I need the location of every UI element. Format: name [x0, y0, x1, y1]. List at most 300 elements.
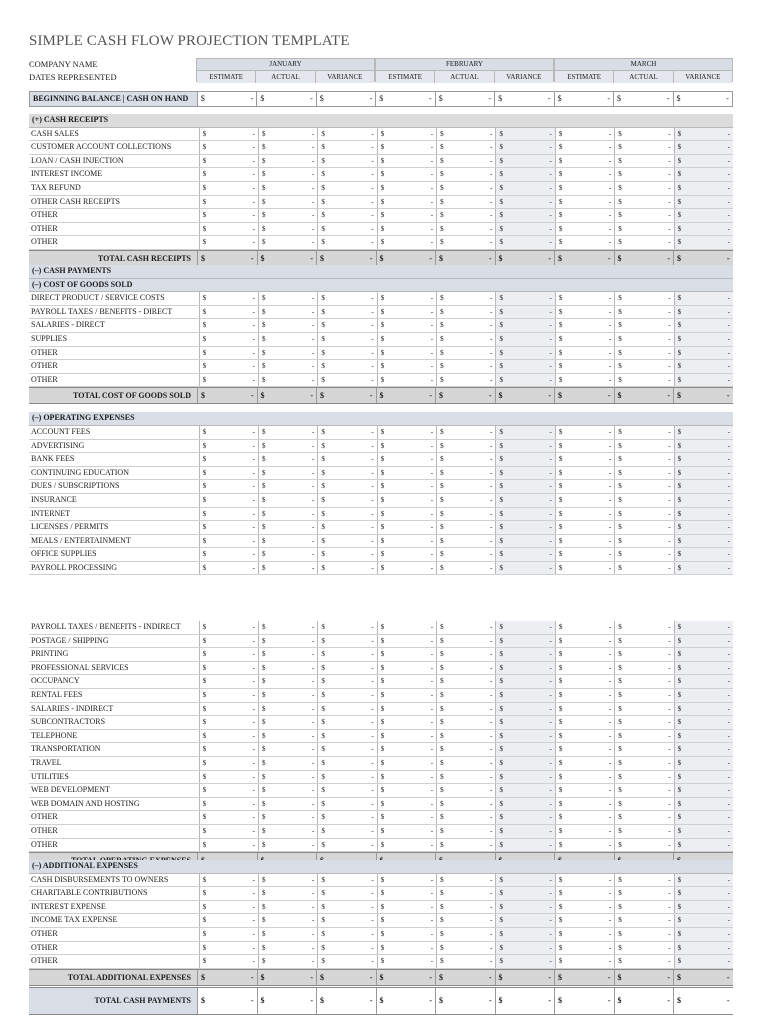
- amount-cell[interactable]: [436, 839, 495, 852]
- amount-cell[interactable]: [555, 508, 614, 521]
- amount-cell[interactable]: [199, 467, 258, 480]
- amount-cell[interactable]: [258, 494, 317, 507]
- amount-cell[interactable]: [495, 621, 554, 634]
- amount-cell[interactable]: [495, 319, 554, 332]
- amount-cell[interactable]: [436, 440, 495, 453]
- amount-cell[interactable]: [317, 182, 376, 195]
- amount-cell[interactable]: [316, 970, 376, 985]
- amount-cell[interactable]: [614, 901, 673, 914]
- amount-cell[interactable]: [674, 306, 733, 319]
- amount-cell[interactable]: [555, 771, 614, 784]
- amount-cell[interactable]: [673, 970, 733, 985]
- amount-cell[interactable]: [258, 168, 317, 181]
- amount-cell[interactable]: [376, 388, 436, 403]
- amount-cell[interactable]: [258, 942, 317, 955]
- amount-cell[interactable]: [614, 970, 674, 985]
- amount-cell[interactable]: [377, 453, 436, 466]
- amount-cell[interactable]: [555, 798, 614, 811]
- amount-cell[interactable]: [199, 771, 258, 784]
- amount-cell[interactable]: [674, 374, 733, 387]
- amount-cell[interactable]: [317, 141, 376, 154]
- amount-cell[interactable]: [199, 703, 258, 716]
- amount-cell[interactable]: [317, 494, 376, 507]
- amount-cell[interactable]: [199, 223, 258, 236]
- amount-cell[interactable]: [199, 825, 258, 838]
- amount-cell[interactable]: [614, 292, 673, 305]
- amount-cell[interactable]: [377, 825, 436, 838]
- amount-cell[interactable]: [317, 914, 376, 927]
- amount-cell[interactable]: [435, 251, 495, 266]
- amount-cell[interactable]: [317, 535, 376, 548]
- amount-cell[interactable]: [495, 494, 554, 507]
- amount-cell[interactable]: [674, 347, 733, 360]
- amount-cell[interactable]: [495, 128, 554, 141]
- amount-cell[interactable]: [674, 480, 733, 493]
- amount-cell[interactable]: [614, 223, 673, 236]
- amount-cell[interactable]: [258, 757, 317, 770]
- amount-cell[interactable]: [436, 662, 495, 675]
- amount-cell[interactable]: [614, 426, 673, 439]
- amount-cell[interactable]: [555, 128, 614, 141]
- amount-cell[interactable]: [614, 839, 673, 852]
- amount-cell[interactable]: [674, 467, 733, 480]
- amount-cell[interactable]: [377, 621, 436, 634]
- beginning-balance-cell[interactable]: [256, 92, 315, 106]
- amount-cell[interactable]: [436, 771, 495, 784]
- amount-cell[interactable]: [614, 494, 673, 507]
- amount-cell[interactable]: [436, 635, 495, 648]
- amount-cell[interactable]: [199, 236, 258, 249]
- amount-cell[interactable]: [614, 955, 673, 968]
- amount-cell[interactable]: [674, 771, 733, 784]
- amount-cell[interactable]: [377, 467, 436, 480]
- amount-cell[interactable]: [614, 236, 673, 249]
- amount-cell[interactable]: [614, 548, 673, 561]
- amount-cell[interactable]: [258, 360, 317, 373]
- amount-cell[interactable]: [555, 168, 614, 181]
- amount-cell[interactable]: [317, 168, 376, 181]
- amount-cell[interactable]: [614, 360, 673, 373]
- amount-cell[interactable]: [199, 730, 258, 743]
- amount-cell[interactable]: [436, 426, 495, 439]
- amount-cell[interactable]: [258, 236, 317, 249]
- amount-cell[interactable]: [377, 128, 436, 141]
- amount-cell[interactable]: [377, 757, 436, 770]
- amount-cell[interactable]: [199, 784, 258, 797]
- amount-cell[interactable]: [674, 675, 733, 688]
- amount-cell[interactable]: [674, 901, 733, 914]
- amount-cell[interactable]: [436, 811, 495, 824]
- amount-cell[interactable]: [614, 716, 673, 729]
- amount-cell[interactable]: [436, 319, 495, 332]
- amount-cell[interactable]: [258, 374, 317, 387]
- amount-cell[interactable]: [614, 168, 673, 181]
- amount-cell[interactable]: [436, 182, 495, 195]
- amount-cell[interactable]: [495, 236, 554, 249]
- amount-cell[interactable]: [674, 784, 733, 797]
- amount-cell[interactable]: [614, 347, 673, 360]
- amount-cell[interactable]: [377, 689, 436, 702]
- amount-cell[interactable]: [436, 825, 495, 838]
- amount-cell[interactable]: [199, 562, 258, 575]
- amount-cell[interactable]: [436, 494, 495, 507]
- amount-cell[interactable]: [258, 333, 317, 346]
- amount-cell[interactable]: [317, 236, 376, 249]
- beginning-balance-cell[interactable]: [554, 92, 613, 106]
- amount-cell[interactable]: [199, 306, 258, 319]
- amount-cell[interactable]: [674, 494, 733, 507]
- amount-cell[interactable]: [554, 970, 614, 985]
- amount-cell[interactable]: [377, 914, 436, 927]
- amount-cell[interactable]: [317, 874, 376, 887]
- amount-cell[interactable]: [199, 333, 258, 346]
- amount-cell[interactable]: [495, 374, 554, 387]
- amount-cell[interactable]: [674, 508, 733, 521]
- amount-cell[interactable]: [377, 955, 436, 968]
- amount-cell[interactable]: [317, 209, 376, 222]
- amount-cell[interactable]: [258, 467, 317, 480]
- amount-cell[interactable]: [258, 811, 317, 824]
- amount-cell[interactable]: [435, 970, 495, 985]
- amount-cell[interactable]: [197, 970, 257, 985]
- amount-cell[interactable]: [199, 887, 258, 900]
- amount-cell[interactable]: [614, 689, 673, 702]
- amount-cell[interactable]: [436, 141, 495, 154]
- amount-cell[interactable]: [436, 360, 495, 373]
- amount-cell[interactable]: [674, 168, 733, 181]
- amount-cell[interactable]: [614, 621, 673, 634]
- amount-cell[interactable]: [614, 825, 673, 838]
- amount-cell[interactable]: [614, 730, 673, 743]
- amount-cell[interactable]: [199, 675, 258, 688]
- amount-cell[interactable]: [317, 223, 376, 236]
- amount-cell[interactable]: [614, 662, 673, 675]
- amount-cell[interactable]: [495, 703, 554, 716]
- amount-cell[interactable]: [674, 942, 733, 955]
- amount-cell[interactable]: [674, 928, 733, 941]
- amount-cell[interactable]: [674, 839, 733, 852]
- amount-cell[interactable]: [674, 825, 733, 838]
- amount-cell[interactable]: [674, 333, 733, 346]
- amount-cell[interactable]: [258, 675, 317, 688]
- amount-cell[interactable]: [495, 360, 554, 373]
- amount-cell[interactable]: [258, 426, 317, 439]
- amount-cell[interactable]: [258, 453, 317, 466]
- amount-cell[interactable]: [258, 703, 317, 716]
- amount-cell[interactable]: [199, 182, 258, 195]
- amount-cell[interactable]: [317, 440, 376, 453]
- amount-cell[interactable]: [377, 784, 436, 797]
- amount-cell[interactable]: [555, 209, 614, 222]
- amount-cell[interactable]: [555, 347, 614, 360]
- amount-cell[interactable]: [199, 798, 258, 811]
- amount-cell[interactable]: [495, 426, 554, 439]
- amount-cell[interactable]: [614, 648, 673, 661]
- amount-cell[interactable]: [555, 440, 614, 453]
- amount-cell[interactable]: [495, 508, 554, 521]
- amount-cell[interactable]: [495, 562, 554, 575]
- amount-cell[interactable]: [673, 388, 733, 403]
- amount-cell[interactable]: [436, 914, 495, 927]
- amount-cell[interactable]: [614, 319, 673, 332]
- amount-cell[interactable]: [674, 887, 733, 900]
- amount-cell[interactable]: [674, 223, 733, 236]
- amount-cell[interactable]: [614, 771, 673, 784]
- amount-cell[interactable]: [258, 621, 317, 634]
- amount-cell[interactable]: [377, 494, 436, 507]
- amount-cell[interactable]: [555, 360, 614, 373]
- beginning-balance-cell[interactable]: [435, 92, 494, 106]
- amount-cell[interactable]: [197, 988, 257, 1014]
- amount-cell[interactable]: [317, 480, 376, 493]
- amount-cell[interactable]: [495, 743, 554, 756]
- amount-cell[interactable]: [436, 901, 495, 914]
- amount-cell[interactable]: [495, 635, 554, 648]
- amount-cell[interactable]: [555, 901, 614, 914]
- amount-cell[interactable]: [555, 839, 614, 852]
- amount-cell[interactable]: [674, 182, 733, 195]
- beginning-balance-cell[interactable]: [613, 92, 672, 106]
- amount-cell[interactable]: [377, 716, 436, 729]
- amount-cell[interactable]: [317, 635, 376, 648]
- amount-cell[interactable]: [258, 825, 317, 838]
- amount-cell[interactable]: [258, 209, 317, 222]
- amount-cell[interactable]: [614, 874, 673, 887]
- amount-cell[interactable]: [436, 675, 495, 688]
- amount-cell[interactable]: [555, 784, 614, 797]
- amount-cell[interactable]: [614, 480, 673, 493]
- amount-cell[interactable]: [555, 141, 614, 154]
- amount-cell[interactable]: [317, 839, 376, 852]
- amount-cell[interactable]: [495, 662, 554, 675]
- amount-cell[interactable]: [554, 988, 614, 1014]
- amount-cell[interactable]: [674, 703, 733, 716]
- amount-cell[interactable]: [614, 942, 673, 955]
- amount-cell[interactable]: [199, 453, 258, 466]
- amount-cell[interactable]: [495, 155, 554, 168]
- amount-cell[interactable]: [199, 209, 258, 222]
- amount-cell[interactable]: [377, 508, 436, 521]
- amount-cell[interactable]: [317, 825, 376, 838]
- amount-cell[interactable]: [495, 306, 554, 319]
- amount-cell[interactable]: [258, 635, 317, 648]
- amount-cell[interactable]: [555, 928, 614, 941]
- amount-cell[interactable]: [614, 988, 674, 1014]
- amount-cell[interactable]: [199, 621, 258, 634]
- amount-cell[interactable]: [258, 874, 317, 887]
- amount-cell[interactable]: [555, 535, 614, 548]
- amount-cell[interactable]: [614, 155, 673, 168]
- amount-cell[interactable]: [199, 168, 258, 181]
- amount-cell[interactable]: [614, 811, 673, 824]
- amount-cell[interactable]: [258, 743, 317, 756]
- amount-cell[interactable]: [495, 168, 554, 181]
- amount-cell[interactable]: [614, 440, 673, 453]
- amount-cell[interactable]: [317, 942, 376, 955]
- amount-cell[interactable]: [495, 874, 554, 887]
- amount-cell[interactable]: [495, 141, 554, 154]
- amount-cell[interactable]: [436, 155, 495, 168]
- amount-cell[interactable]: [555, 426, 614, 439]
- amount-cell[interactable]: [555, 333, 614, 346]
- amount-cell[interactable]: [495, 757, 554, 770]
- amount-cell[interactable]: [317, 757, 376, 770]
- amount-cell[interactable]: [555, 374, 614, 387]
- amount-cell[interactable]: [317, 128, 376, 141]
- beginning-balance-cell[interactable]: [197, 92, 256, 106]
- amount-cell[interactable]: [674, 621, 733, 634]
- amount-cell[interactable]: [317, 798, 376, 811]
- amount-cell[interactable]: [199, 662, 258, 675]
- amount-cell[interactable]: [614, 784, 673, 797]
- amount-cell[interactable]: [317, 955, 376, 968]
- amount-cell[interactable]: [554, 251, 614, 266]
- amount-cell[interactable]: [317, 426, 376, 439]
- amount-cell[interactable]: [377, 196, 436, 209]
- amount-cell[interactable]: [199, 635, 258, 648]
- amount-cell[interactable]: [258, 480, 317, 493]
- amount-cell[interactable]: [495, 811, 554, 824]
- amount-cell[interactable]: [377, 426, 436, 439]
- amount-cell[interactable]: [436, 874, 495, 887]
- amount-cell[interactable]: [376, 251, 436, 266]
- amount-cell[interactable]: [614, 743, 673, 756]
- amount-cell[interactable]: [377, 648, 436, 661]
- amount-cell[interactable]: [376, 988, 436, 1014]
- amount-cell[interactable]: [674, 548, 733, 561]
- amount-cell[interactable]: [436, 306, 495, 319]
- amount-cell[interactable]: [377, 319, 436, 332]
- amount-cell[interactable]: [199, 743, 258, 756]
- amount-cell[interactable]: [377, 798, 436, 811]
- amount-cell[interactable]: [495, 648, 554, 661]
- amount-cell[interactable]: [377, 223, 436, 236]
- amount-cell[interactable]: [495, 901, 554, 914]
- amount-cell[interactable]: [614, 703, 673, 716]
- amount-cell[interactable]: [317, 306, 376, 319]
- amount-cell[interactable]: [555, 662, 614, 675]
- amount-cell[interactable]: [495, 548, 554, 561]
- amount-cell[interactable]: [317, 521, 376, 534]
- amount-cell[interactable]: [495, 480, 554, 493]
- amount-cell[interactable]: [435, 388, 495, 403]
- amount-cell[interactable]: [495, 914, 554, 927]
- amount-cell[interactable]: [555, 757, 614, 770]
- amount-cell[interactable]: [317, 360, 376, 373]
- amount-cell[interactable]: [495, 209, 554, 222]
- amount-cell[interactable]: [377, 743, 436, 756]
- amount-cell[interactable]: [377, 874, 436, 887]
- amount-cell[interactable]: [495, 292, 554, 305]
- amount-cell[interactable]: [258, 771, 317, 784]
- amount-cell[interactable]: [495, 771, 554, 784]
- amount-cell[interactable]: [674, 757, 733, 770]
- amount-cell[interactable]: [495, 347, 554, 360]
- amount-cell[interactable]: [199, 374, 258, 387]
- amount-cell[interactable]: [377, 839, 436, 852]
- amount-cell[interactable]: [257, 251, 317, 266]
- amount-cell[interactable]: [555, 703, 614, 716]
- amount-cell[interactable]: [377, 521, 436, 534]
- amount-cell[interactable]: [436, 209, 495, 222]
- amount-cell[interactable]: [317, 467, 376, 480]
- amount-cell[interactable]: [495, 955, 554, 968]
- amount-cell[interactable]: [199, 494, 258, 507]
- amount-cell[interactable]: [377, 236, 436, 249]
- amount-cell[interactable]: [555, 914, 614, 927]
- amount-cell[interactable]: [555, 453, 614, 466]
- amount-cell[interactable]: [495, 333, 554, 346]
- amount-cell[interactable]: [317, 333, 376, 346]
- amount-cell[interactable]: [436, 887, 495, 900]
- amount-cell[interactable]: [317, 771, 376, 784]
- amount-cell[interactable]: [317, 743, 376, 756]
- amount-cell[interactable]: [495, 467, 554, 480]
- amount-cell[interactable]: [495, 928, 554, 941]
- amount-cell[interactable]: [258, 887, 317, 900]
- amount-cell[interactable]: [555, 562, 614, 575]
- amount-cell[interactable]: [495, 730, 554, 743]
- amount-cell[interactable]: [495, 251, 555, 266]
- amount-cell[interactable]: [495, 825, 554, 838]
- amount-cell[interactable]: [377, 535, 436, 548]
- amount-cell[interactable]: [555, 155, 614, 168]
- amount-cell[interactable]: [614, 914, 673, 927]
- amount-cell[interactable]: [377, 675, 436, 688]
- amount-cell[interactable]: [258, 548, 317, 561]
- amount-cell[interactable]: [199, 874, 258, 887]
- amount-cell[interactable]: [674, 562, 733, 575]
- amount-cell[interactable]: [614, 798, 673, 811]
- amount-cell[interactable]: [436, 716, 495, 729]
- amount-cell[interactable]: [495, 196, 554, 209]
- amount-cell[interactable]: [377, 771, 436, 784]
- amount-cell[interactable]: [614, 928, 673, 941]
- amount-cell[interactable]: [554, 388, 614, 403]
- amount-cell[interactable]: [674, 811, 733, 824]
- amount-cell[interactable]: [674, 155, 733, 168]
- amount-cell[interactable]: [199, 155, 258, 168]
- amount-cell[interactable]: [317, 562, 376, 575]
- amount-cell[interactable]: [377, 548, 436, 561]
- amount-cell[interactable]: [436, 535, 495, 548]
- amount-cell[interactable]: [614, 757, 673, 770]
- amount-cell[interactable]: [258, 784, 317, 797]
- amount-cell[interactable]: [495, 223, 554, 236]
- amount-cell[interactable]: [436, 955, 495, 968]
- amount-cell[interactable]: [199, 716, 258, 729]
- amount-cell[interactable]: [199, 521, 258, 534]
- amount-cell[interactable]: [317, 548, 376, 561]
- amount-cell[interactable]: [436, 521, 495, 534]
- amount-cell[interactable]: [495, 453, 554, 466]
- amount-cell[interactable]: [614, 675, 673, 688]
- amount-cell[interactable]: [258, 798, 317, 811]
- amount-cell[interactable]: [199, 128, 258, 141]
- amount-cell[interactable]: [199, 480, 258, 493]
- amount-cell[interactable]: [555, 942, 614, 955]
- amount-cell[interactable]: [377, 901, 436, 914]
- amount-cell[interactable]: [317, 730, 376, 743]
- amount-cell[interactable]: [377, 209, 436, 222]
- amount-cell[interactable]: [377, 480, 436, 493]
- amount-cell[interactable]: [555, 182, 614, 195]
- amount-cell[interactable]: [436, 236, 495, 249]
- amount-cell[interactable]: [258, 648, 317, 661]
- amount-cell[interactable]: [377, 182, 436, 195]
- amount-cell[interactable]: [199, 360, 258, 373]
- amount-cell[interactable]: [436, 292, 495, 305]
